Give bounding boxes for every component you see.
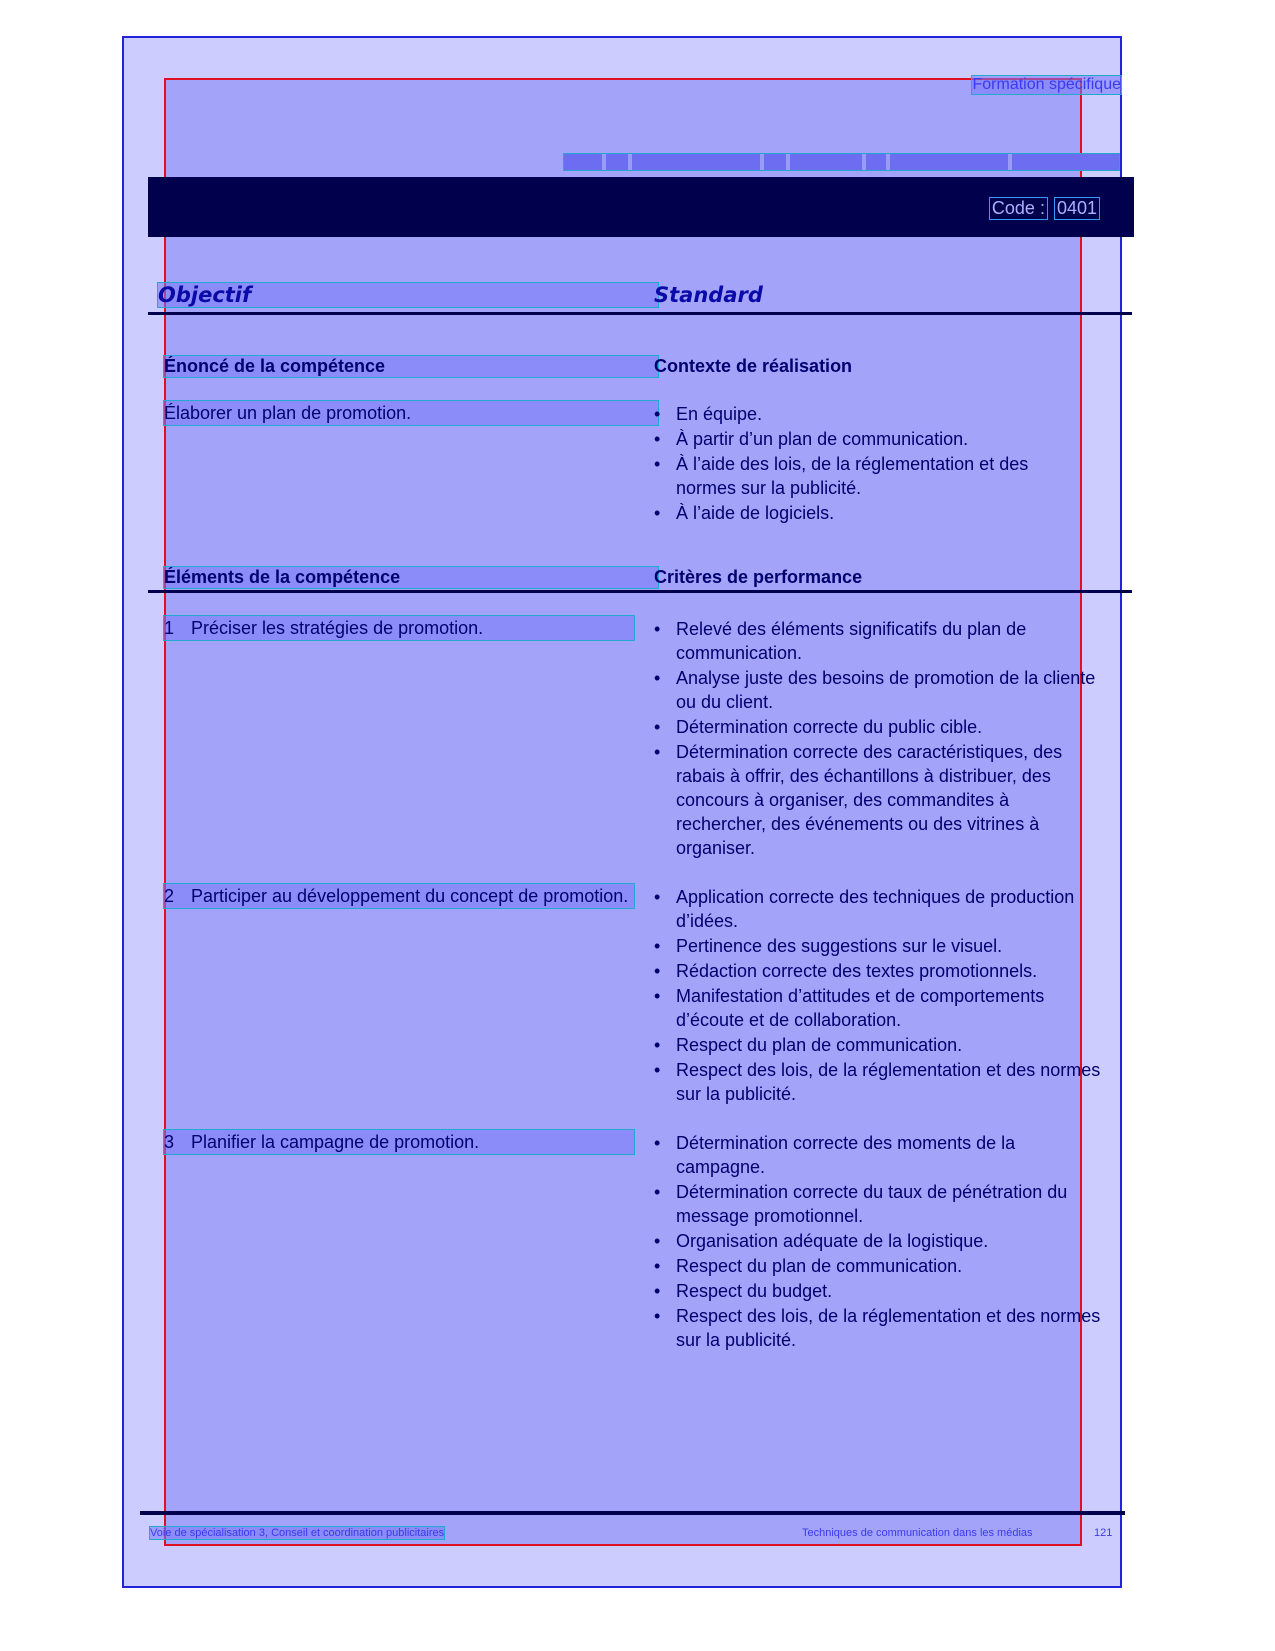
criteria-list-3 bbox=[654, 1131, 1104, 1353]
element-label: Planifier la campagne de promotion. bbox=[191, 1132, 480, 1152]
context-item: • À partir d’un plan de communication. bbox=[654, 427, 1084, 451]
criterion-item: • Détermination correcte du public cible. bbox=[654, 715, 1104, 739]
criterion-item: • Organisation adéquate de la logistique. bbox=[654, 1229, 1104, 1253]
elements-heading: Éléments de la compétence bbox=[164, 567, 658, 588]
context-list bbox=[654, 402, 1084, 526]
criterion-item: • Respect du budget. bbox=[654, 1279, 1104, 1303]
criterion-item: • Respect du plan de communication. bbox=[654, 1254, 1104, 1278]
element-label: Préciser les stratégies de promotion. bbox=[191, 618, 484, 638]
criterion-item: • Analyse juste des besoins de promotion de la cliente ou du client. bbox=[654, 666, 1104, 714]
criterion-item: • Rédaction correcte des textes promotionnels. bbox=[654, 959, 1104, 983]
criterion-item: • Détermination correcte du taux de pénétration du message promotionnel. bbox=[654, 1180, 1104, 1228]
context-item: • À l’aide des lois, de la réglementation et des normes sur la publicité. bbox=[654, 452, 1084, 500]
footer-rule bbox=[140, 1511, 1125, 1515]
footer-left: Voie de spécialisation 3, Conseil et coordination publicitaires bbox=[150, 1527, 445, 1539]
statement-heading: Énoncé de la compétence bbox=[164, 356, 658, 377]
element-item-2 bbox=[164, 884, 634, 908]
criteria-heading: Critères de performance bbox=[654, 567, 863, 587]
element-label: Participer au développement du concept de promotion. bbox=[191, 886, 629, 906]
context-heading: Contexte de réalisation bbox=[654, 356, 853, 376]
program-title: Formation spécifique bbox=[972, 76, 1121, 93]
header-decorative-bar bbox=[564, 154, 1119, 170]
criterion-item: • Respect des lois, de la réglementation et des normes sur la publicité. bbox=[654, 1058, 1104, 1106]
code-label: Code : bbox=[991, 198, 1045, 218]
criterion-item: • Manifestation d’attitudes et de comportements d’écoute et de collaboration. bbox=[654, 984, 1104, 1032]
footer-right: Techniques de communication dans les médias bbox=[802, 1527, 1033, 1539]
criteria-list-2 bbox=[654, 885, 1104, 1107]
element-item-3 bbox=[164, 1130, 634, 1154]
context-item: • À l’aide de logiciels. bbox=[654, 501, 1084, 525]
criterion-item: • Respect du plan de communication. bbox=[654, 1033, 1104, 1057]
code-value: 0401 bbox=[1056, 198, 1097, 218]
objective-title: Objectif bbox=[158, 283, 658, 307]
criterion-item: • Respect des lois, de la réglementation et des normes sur la publicité. bbox=[654, 1304, 1104, 1352]
standard-title: Standard bbox=[654, 283, 763, 307]
criterion-item: • Détermination correcte des caractéristiques, des rabais à offrir, des échantillons à distribuer, des concours à organiser, des commandites à rechercher, des événements ou des vitrines à organiser. bbox=[654, 740, 1104, 860]
element-number: 3 bbox=[164, 1132, 175, 1152]
competence-statement: Élaborer un plan de promotion. bbox=[164, 401, 658, 425]
criterion-item: • Relevé des éléments significatifs du plan de communication. bbox=[654, 617, 1104, 665]
elements-rule bbox=[148, 590, 1132, 593]
code-box bbox=[990, 198, 1099, 219]
header-band bbox=[148, 177, 1134, 237]
criterion-item: • Pertinence des suggestions sur le visuel. bbox=[654, 934, 1104, 958]
criterion-item: • Détermination correcte des moments de la campagne. bbox=[654, 1131, 1104, 1179]
element-item-1 bbox=[164, 616, 634, 640]
element-number: 1 bbox=[164, 618, 175, 638]
criterion-item: • Application correcte des techniques de production d’idées. bbox=[654, 885, 1104, 933]
context-item: • En équipe. bbox=[654, 402, 1084, 426]
section-rule bbox=[148, 312, 1132, 315]
criteria-list-1 bbox=[654, 617, 1104, 861]
page-number: 121 bbox=[1094, 1527, 1113, 1539]
element-number: 2 bbox=[164, 886, 175, 906]
